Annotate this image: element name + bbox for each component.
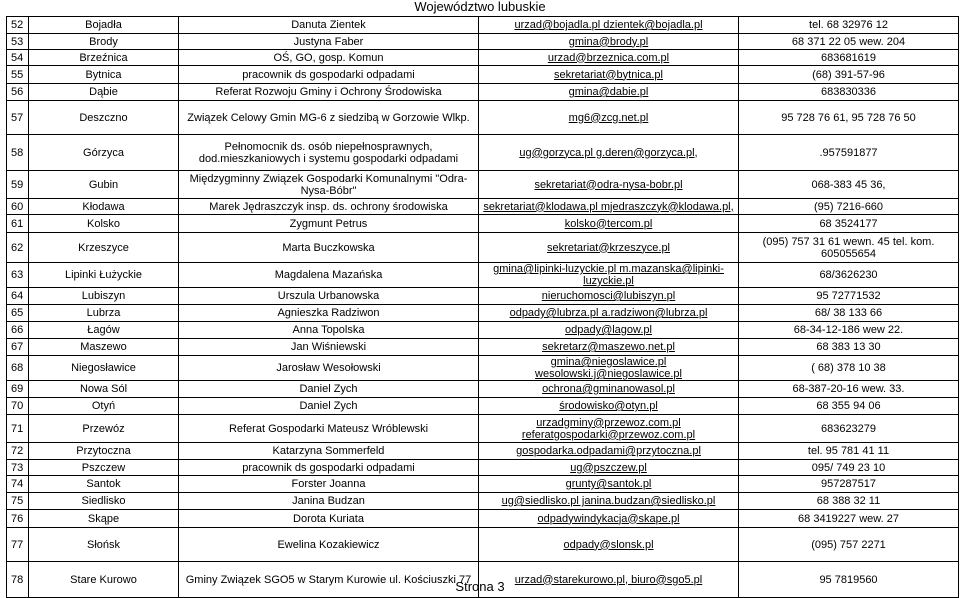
phone-cell: 68 355 94 06 [739, 398, 959, 415]
phone-cell: 68-34-12-186 wew 22. [739, 322, 959, 339]
phone-cell: 95 728 76 61, 95 728 76 50 [739, 101, 959, 135]
table-row [7, 356, 959, 381]
town-cell: Bytnica [29, 66, 179, 84]
town-cell: Nowa Sól [29, 381, 179, 398]
page-number: Strona 3 [455, 579, 505, 594]
table-row [7, 288, 959, 305]
phone-cell: 68/3626230 [739, 263, 959, 288]
contact-name-cell: Anna Topolska [179, 322, 479, 339]
email-cell[interactable]: sekretarz@maszewo.net.pl [479, 339, 739, 356]
phone-cell: (095) 757 2271 [739, 528, 959, 562]
table-row [7, 66, 959, 84]
town-cell: Łagów [29, 322, 179, 339]
email-cell[interactable]: gmina@dabie.pl [479, 84, 739, 101]
phone-cell: 68 371 22 05 wew. 204 [739, 34, 959, 50]
contact-name-cell: Międzygminny Związek Gospodarki Komunalnymi "Odra-Nysa-Bóbr" [179, 171, 479, 199]
phone-cell: 095/ 749 23 10 [739, 460, 959, 476]
phone-cell: .957591877 [739, 135, 959, 171]
phone-cell: 68 3524177 [739, 215, 959, 233]
table-row [7, 171, 959, 199]
table-row [7, 528, 959, 562]
email-cell[interactable]: sekretariat@krzeszyce.pl [479, 233, 739, 263]
row-number: 64 [7, 288, 29, 305]
table-row [7, 34, 959, 50]
town-cell: Dąbie [29, 84, 179, 101]
contact-name-cell: OŚ, GO, gosp. Komun [179, 50, 479, 66]
contact-name-cell: pracownik ds gospodarki odpadami [179, 66, 479, 84]
table-row [7, 135, 959, 171]
phone-cell: 68 3419227 wew. 27 [739, 510, 959, 528]
town-cell: Brody [29, 34, 179, 50]
contact-name-cell: Danuta Zientek [179, 17, 479, 34]
table-row [7, 443, 959, 460]
table-row [7, 510, 959, 528]
table-row [7, 305, 959, 322]
row-number: 77 [7, 528, 29, 562]
phone-cell: (95) 7216-660 [739, 199, 959, 215]
town-cell: Stare Kurowo [29, 562, 179, 598]
table-row [7, 263, 959, 288]
email-cell[interactable]: odpadywindykacja@skape.pl [479, 510, 739, 528]
email-cell[interactable]: urzadgminy@przewoz.com.pl referatgospodarki@przewoz.com.pl [479, 415, 739, 443]
phone-cell: 68/ 38 133 66 [739, 305, 959, 322]
email-cell[interactable]: gospodarka.odpadami@przytoczna.pl [479, 443, 739, 460]
row-number: 56 [7, 84, 29, 101]
table-row [7, 415, 959, 443]
row-number: 67 [7, 339, 29, 356]
row-number: 52 [7, 17, 29, 34]
email-cell[interactable]: ug@siedlisko.pl janina.budzan@siedlisko.pl [479, 493, 739, 510]
contact-name-cell: Katarzyna Sommerfeld [179, 443, 479, 460]
contact-name-cell: Magdalena Mazańska [179, 263, 479, 288]
email-cell[interactable]: ug@pszczew.pl [479, 460, 739, 476]
row-number: 55 [7, 66, 29, 84]
town-cell: Kłodawa [29, 199, 179, 215]
table-row [7, 215, 959, 233]
row-number: 66 [7, 322, 29, 339]
email-cell[interactable]: ug@gorzyca.pl g.deren@gorzyca.pl, [479, 135, 739, 171]
row-number: 74 [7, 476, 29, 493]
email-cell[interactable]: gmina@lipinki-luzyckie.pl m.mazanska@lipinki-luzyckie.pl [479, 263, 739, 288]
email-cell[interactable]: mg6@zcg.net.pl [479, 101, 739, 135]
row-number: 59 [7, 171, 29, 199]
table-row [7, 199, 959, 215]
table-row [7, 233, 959, 263]
phone-cell: tel. 68 32976 12 [739, 17, 959, 34]
phone-cell: 068-383 45 36, [739, 171, 959, 199]
email-cell[interactable]: urzad@bojadla.pl dzientek@bojadla.pl [479, 17, 739, 34]
contact-name-cell: Jarosław Wesołowski [179, 356, 479, 381]
contact-name-cell: Jan Wiśniewski [179, 339, 479, 356]
table-row [7, 460, 959, 476]
email-cell[interactable]: sekretariat@odra-nysa-bobr.pl [479, 171, 739, 199]
phone-cell: 683623279 [739, 415, 959, 443]
contact-name-cell: Związek Celowy Gmin MG-6 z siedzibą w Gorzowie Wlkp. [179, 101, 479, 135]
town-cell: Bojadła [29, 17, 179, 34]
phone-cell: 683681619 [739, 50, 959, 66]
row-number: 70 [7, 398, 29, 415]
phone-cell: 957287517 [739, 476, 959, 493]
email-cell[interactable]: sekretariat@klodawa.pl mjedraszczyk@klodawa.pl, [479, 199, 739, 215]
town-cell: Brzeźnica [29, 50, 179, 66]
table-row [7, 322, 959, 339]
row-number: 73 [7, 460, 29, 476]
email-cell[interactable]: urzad@brzeznica.com.pl [479, 50, 739, 66]
phone-cell: 68-387-20-16 wew. 33. [739, 381, 959, 398]
email-cell[interactable]: odpady@lubrza.pl a.radziwon@lubrza.pl [479, 305, 739, 322]
row-number: 58 [7, 135, 29, 171]
contact-name-cell: Janina Budzan [179, 493, 479, 510]
table-row [7, 101, 959, 135]
row-number: 75 [7, 493, 29, 510]
table-row [7, 50, 959, 66]
row-number: 57 [7, 101, 29, 135]
town-cell: Lubiszyn [29, 288, 179, 305]
town-cell: Lubrza [29, 305, 179, 322]
town-cell: Kolsko [29, 215, 179, 233]
email-cell[interactable]: odpady@slonsk.pl [479, 528, 739, 562]
row-number: 72 [7, 443, 29, 460]
phone-cell: 68 383 13 30 [739, 339, 959, 356]
town-cell: Lipinki Łużyckie [29, 263, 179, 288]
phone-cell: (68) 391-57-96 [739, 66, 959, 84]
contact-name-cell: Daniel Zych [179, 381, 479, 398]
row-number: 68 [7, 356, 29, 381]
email-cell[interactable]: kolsko@tercom.pl [479, 215, 739, 233]
email-cell[interactable]: ochrona@gminanowasol.pl [479, 381, 739, 398]
contact-name-cell: Urszula Urbanowska [179, 288, 479, 305]
table-row [7, 339, 959, 356]
row-number: 63 [7, 263, 29, 288]
town-cell: Przytoczna [29, 443, 179, 460]
phone-cell: 68 388 32 11 [739, 493, 959, 510]
row-number: 54 [7, 50, 29, 66]
town-cell: Niegosławice [29, 356, 179, 381]
town-cell: Przewóz [29, 415, 179, 443]
town-cell: Santok [29, 476, 179, 493]
table-row [7, 493, 959, 510]
email-cell[interactable]: urzad@starekurowo.pl, biuro@sgo5.pl [479, 562, 739, 598]
table-row [7, 84, 959, 101]
town-cell: Siedlisko [29, 493, 179, 510]
row-number: 53 [7, 34, 29, 50]
email-cell[interactable]: gmina@brody.pl [479, 34, 739, 50]
row-number: 61 [7, 215, 29, 233]
contact-name-cell: Marta Buczkowska [179, 233, 479, 263]
table-row [7, 381, 959, 398]
town-cell: Skąpe [29, 510, 179, 528]
phone-cell: tel. 95 781 41 11 [739, 443, 959, 460]
table-row [7, 476, 959, 493]
town-cell: Górzyca [29, 135, 179, 171]
contact-name-cell: Forster Joanna [179, 476, 479, 493]
row-number: 65 [7, 305, 29, 322]
row-number: 71 [7, 415, 29, 443]
row-number: 76 [7, 510, 29, 528]
contact-name-cell: Ewelina Kozakiewicz [179, 528, 479, 562]
phone-cell: 95 7277153​2 [739, 288, 959, 305]
email-cell[interactable]: środowisko@otyn.pl [479, 398, 739, 415]
email-cell[interactable]: nieruchomosci@lubiszyn.pl [479, 288, 739, 305]
town-cell: Maszewo [29, 339, 179, 356]
email-cell[interactable]: gmina@niegoslawice.pl wesolowski.j@niegoslawice.pl [479, 356, 739, 381]
town-cell: Słońsk [29, 528, 179, 562]
email-cell[interactable]: sekretariat@bytnica.pl [479, 66, 739, 84]
phone-cell: (095) 757 31 61 wewn. 45 tel. kom. 605055654 [739, 233, 959, 263]
town-cell: Otyń [29, 398, 179, 415]
contact-name-cell: Daniel Zych [179, 398, 479, 415]
town-cell: Krzeszyce [29, 233, 179, 263]
contact-name-cell: Justyna Faber [179, 34, 479, 50]
contact-name-cell: Referat Gospodarki Mateusz Wróblewski [179, 415, 479, 443]
town-cell: Deszczno [29, 101, 179, 135]
email-cell[interactable]: grunty@santok.pl [479, 476, 739, 493]
contacts-table [6, 16, 959, 598]
contact-name-cell: pracownik ds gospodarki odpadami [179, 460, 479, 476]
contact-name-cell: Pełnomocnik ds. osób niepełnosprawnych, dod.mieszkaniowych i systemu gospodarki odpadami [179, 135, 479, 171]
email-cell[interactable]: odpady@lagow.pl [479, 322, 739, 339]
page-header: Województwo lubuskie [414, 0, 546, 14]
row-number: 60 [7, 199, 29, 215]
row-number: 78 [7, 562, 29, 598]
contact-name-cell: Marek Jędraszczyk insp. ds. ochrony środowiska [179, 199, 479, 215]
town-cell: Gubin [29, 171, 179, 199]
contact-name-cell: Referat Rozwoju Gminy i Ochrony Środowiska [179, 84, 479, 101]
contact-name-cell: Dorota Kuriata [179, 510, 479, 528]
phone-cell: 95 7819560 [739, 562, 959, 598]
phone-cell: 683830336 [739, 84, 959, 101]
town-cell: Pszczew [29, 460, 179, 476]
contact-name-cell: Gminy Związek SGO5 w Starym Kurowie ul. Kościuszki 77 [179, 562, 479, 598]
row-number: 69 [7, 381, 29, 398]
table-row [7, 398, 959, 415]
contact-name-cell: Zygmunt Petrus [179, 215, 479, 233]
phone-cell: ( 68) 378 10 38 [739, 356, 959, 381]
row-number: 62 [7, 233, 29, 263]
table-row [7, 17, 959, 34]
contact-name-cell: Agnieszka Radziwon [179, 305, 479, 322]
